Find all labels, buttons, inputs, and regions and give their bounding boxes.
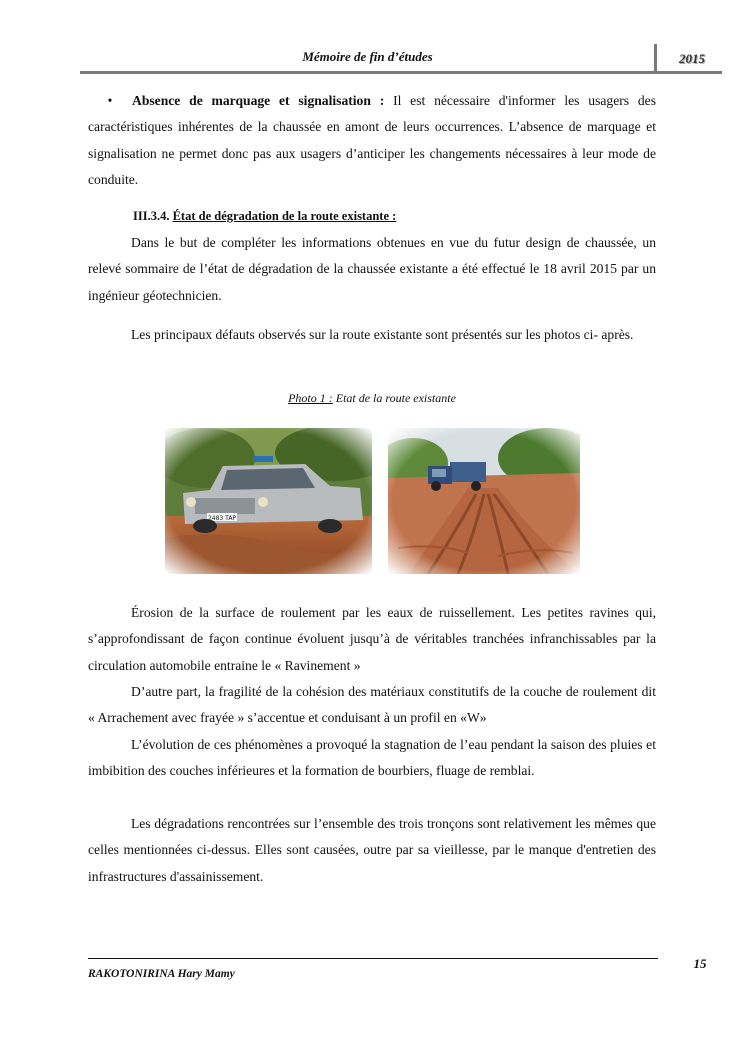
paragraph: L’évolution de ces phénomènes a provoqué la stagnation de l’eau pendant la saison des pluies et imbibition des couches inférieures et la formation de bourbiers, fluage de remblai. [88,737,656,779]
running-header-title: Mémoire de fin d’études [302,49,433,64]
paragraph: Les principaux défauts observés sur la route existante sont présentés sur les photos ci- après. [131,327,634,342]
section-number: III.3.4. [133,209,170,223]
header-divider [654,44,657,73]
bullet-heading: Absence de marquage et signalisation : [132,93,385,108]
page-number: 15 [693,956,707,971]
paragraph: Dans le but de compléter les informations obtenues en vue du futur design de chaussée, un relevé sommaire de l’état de dégradation de la chaussée existante a été effectué le 18 avril 2015 par un ingénieur géotechnicien. [88,235,656,303]
header-rule [80,71,722,74]
bullet-text: Il est nécessaire d'informer les usagers des caractéristiques inhérentes de la chaussée en amont de leurs occurrences. L’absence de marquage et signalisation ne permet donc pas aux usagers d’anticiper les changements nécessaires à leur mode de conduite. [88,93,656,187]
section-title: État de dégradation de la route existante : [172,209,397,223]
figure-caption [88,391,656,406]
caption-label: Photo 1 : [288,391,333,405]
footer-author: RAKOTONIRINA Hary Mamy [88,968,235,980]
bullet-paragraph [88,88,656,193]
caption-text: Etat de la route existante [332,391,456,405]
running-header-year: 2015 [679,51,705,66]
photo-pickup-in-mud [165,428,372,574]
photo-eroded-road [388,428,580,574]
section-heading [133,209,396,224]
bullet-dot-icon: • [107,93,113,108]
paragraph: Les dégradations rencontrées sur l’ensemble des trois tronçons sont relativement les mêmes que celles mentionnées ci-dessus. Elles sont causées, outre par sa vieillesse, par le manque d'entretien des infrastructures d'assainissement. [88,816,656,884]
paragraph: Érosion de la surface de roulement par les eaux de ruissellement. Les petites ravines qui, s’approfondissant de façon continue évoluent jusqu’à de véritables tranchées infranchissables par la circulation automobile entraine le « Ravinement » [88,605,656,673]
paragraph: D’autre part, la fragilité de la cohésion des matériaux constitutifs de la couche de roulement dit « Arrachement avec frayée » s’accentue et conduisant à un profil en «W» [88,684,656,726]
footer-rule [88,958,658,959]
